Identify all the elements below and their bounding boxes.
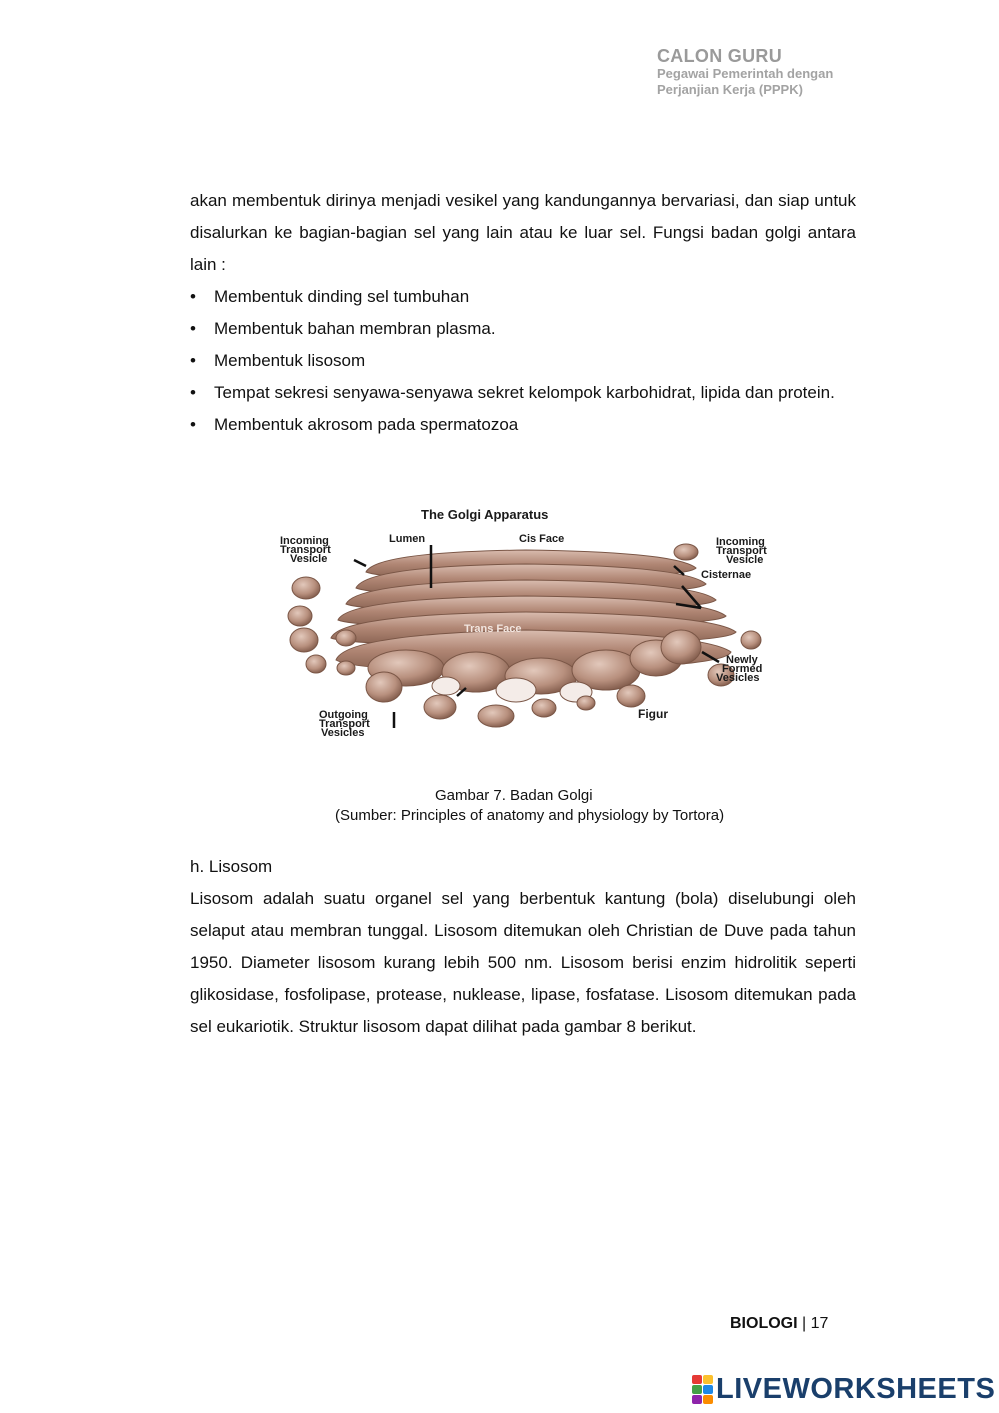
footer-separator: |	[797, 1315, 811, 1332]
page-header	[657, 46, 987, 98]
svg-text:Lumen: Lumen	[389, 533, 426, 545]
svg-text:Trans Face: Trans Face	[464, 623, 522, 635]
list-item: • Membentuk bahan membran plasma.	[190, 313, 856, 345]
svg-text:Newly: Newly	[726, 654, 758, 666]
svg-text:Cis Face: Cis Face	[519, 533, 565, 545]
bullet-icon: •	[190, 351, 196, 370]
svg-text:Cisternae: Cisternae	[701, 569, 752, 581]
page-number: 17	[810, 1315, 829, 1332]
bullet-icon: •	[190, 383, 196, 402]
list-item: • Membentuk lisosom	[190, 345, 856, 377]
svg-text:Vesicles: Vesicles	[321, 727, 365, 739]
figure-title: The Golgi Apparatus	[421, 507, 549, 522]
svg-text:Transport: Transport	[716, 545, 767, 557]
header-title: CALON GURU	[657, 46, 782, 66]
svg-text:Incoming: Incoming	[280, 535, 329, 547]
list-item: • Membentuk dinding sel tumbuhan	[190, 281, 856, 313]
page-footer	[730, 1315, 828, 1333]
bullet-icon: •	[190, 287, 196, 306]
bullet-icon: •	[190, 415, 196, 434]
bullet-icon: •	[190, 319, 196, 338]
section-heading-lisosom: h. Lisosom	[190, 857, 273, 876]
svg-text:Outgoing: Outgoing	[319, 709, 368, 721]
figure-caption-title: Gambar 7. Badan Golgi	[435, 787, 593, 804]
header-subtitle-line2: Perjanjian Kerja (PPPK)	[657, 82, 803, 97]
svg-text:Transport: Transport	[319, 718, 370, 730]
list-item: • Membentuk akrosom pada spermatozoa	[190, 409, 856, 441]
svg-text:Figur: Figur	[638, 707, 668, 721]
golgi-function-list	[190, 281, 856, 441]
svg-text:Incoming: Incoming	[716, 536, 765, 548]
figure-caption-source: (Sumber: Principles of anatomy and physiology by Tortora)	[335, 807, 725, 824]
list-item: • Tempat sekresi senyawa-senyawa sekret kelompok karbohidrat, lipida dan protein.	[190, 377, 856, 409]
liveworksheets-watermark	[692, 1372, 995, 1406]
svg-text:Vesicle: Vesicle	[290, 553, 328, 565]
header-subtitle-line1: Pegawai Pemerintah dengan	[657, 66, 834, 81]
footer-subject: BIOLOGI	[730, 1315, 798, 1332]
golgi-apparatus-figure	[276, 500, 796, 745]
svg-text:Vesicles: Vesicles	[716, 672, 760, 684]
lisosom-paragraph: Lisosom adalah suatu organel sel yang berbentuk kantung (bola) diselubungi oleh selaput atau membran tunggal. Lisosom ditemukan oleh Christian de Duve pada tahun 1950. Diameter lisosom kurang lebih 500 nm. Lisosom berisi enzim hidrolitik seperti glikosidase, fosfolipase, protease, nuklease, lipase, fosfatase. Lisosom ditemukan pada sel eukariotik. Struktur lisosom dapat dilihat pada gambar 8 berikut.	[190, 889, 856, 1036]
golgi-apparatus-illustration	[276, 500, 796, 745]
intro-paragraph: akan membentuk dirinya menjadi vesikel yang kandungannya bervariasi, dan siap untuk disalurkan ke bagian-bagian sel yang lain atau ke luar sel. Fungsi badan golgi antara lain :	[190, 191, 856, 274]
liveworksheets-logo-icon	[692, 1375, 712, 1403]
svg-text:Transport: Transport	[280, 544, 331, 556]
svg-text:Formed: Formed	[722, 663, 763, 675]
svg-text:Vesicle: Vesicle	[726, 554, 764, 566]
liveworksheets-text: LIVEWORKSHEETS	[716, 1372, 996, 1405]
